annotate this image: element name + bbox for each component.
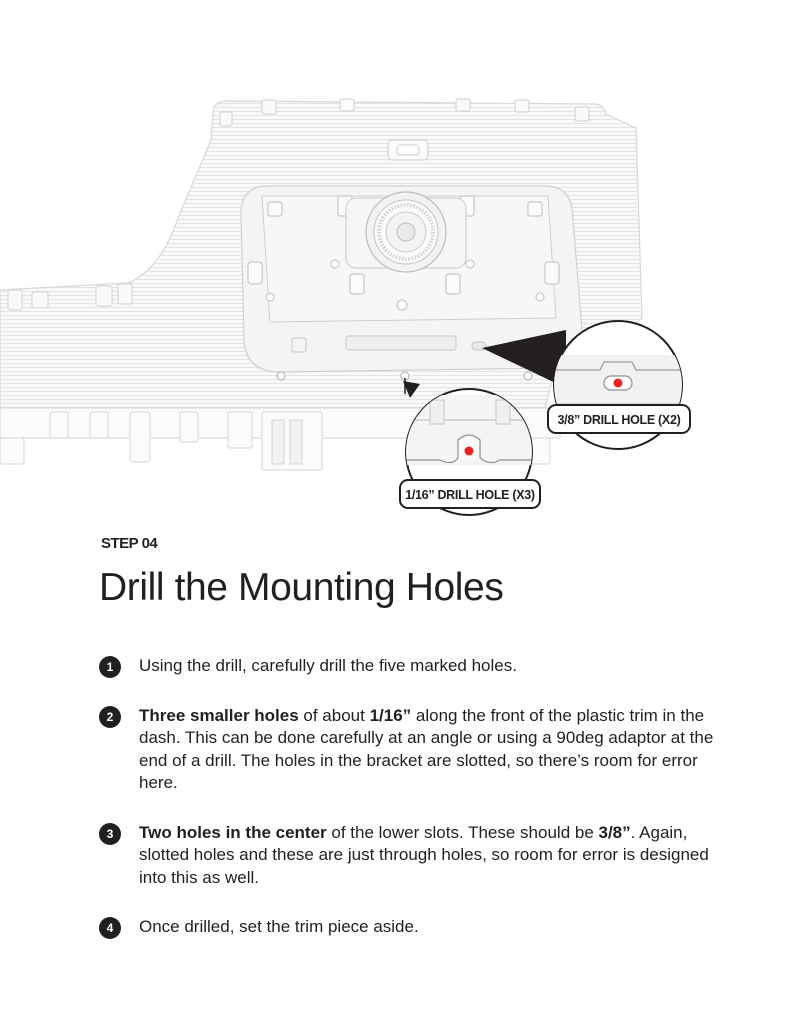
callout-large-label: 3/8” DRILL HOLE (X2)	[557, 413, 681, 427]
step-emphasis: Two holes in the center	[139, 822, 327, 842]
step-emphasis: Three smaller holes	[139, 705, 299, 725]
step-label: STEP 04	[101, 535, 158, 552]
step-text: of about	[298, 705, 370, 725]
list-item	[99, 655, 719, 678]
list-item	[99, 916, 719, 939]
list-item	[99, 705, 719, 795]
step-emphasis: 1/16”	[369, 705, 412, 725]
step-text: . Again, slotted holes and these are just through holes, so room for error is designed into this as well.	[139, 822, 709, 887]
step-number-badge: 3	[99, 823, 121, 845]
step-number-badge: 1	[99, 656, 121, 678]
step-text: Using the drill, carefully drill the five marked holes.	[139, 656, 517, 675]
step-text: Once drilled, set the trim piece aside.	[139, 917, 419, 936]
small-hole-marker	[465, 447, 474, 456]
large-hole-marker	[614, 379, 623, 388]
step-text: of the lower slots. These should be	[326, 822, 599, 842]
step-number-badge: 4	[99, 917, 121, 939]
page-title: Drill the Mounting Holes	[99, 566, 504, 609]
callout-small-label: 1/16” DRILL HOLE (X3)	[405, 488, 535, 502]
step-emphasis: 3/8”	[598, 822, 631, 842]
step-number-badge: 2	[99, 706, 121, 728]
instruction-list	[99, 655, 719, 939]
step-text: along the front of the plastic trim in the dash. This can be done carefully at an angle or using a 90deg adaptor at the end of a drill. The holes in the bracket are slotted, so there’s room for error here.	[139, 705, 714, 792]
list-item	[99, 822, 719, 890]
